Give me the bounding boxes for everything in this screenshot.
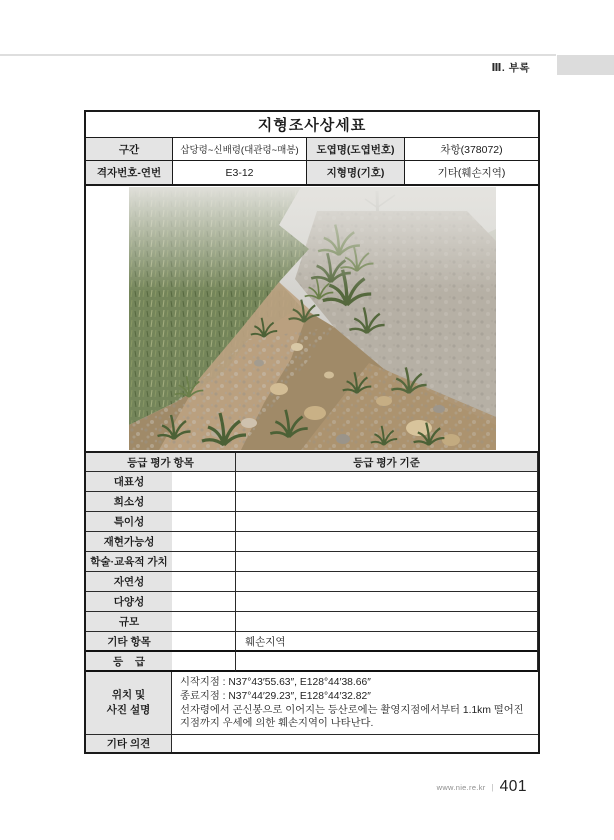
page-footer: [437, 778, 527, 796]
footer-page-number: 401: [499, 778, 527, 795]
rating-grade-cell: [172, 592, 236, 612]
header-divider: [0, 54, 556, 56]
location-label: [86, 672, 172, 734]
rating-label-representativeness: 대표성: [86, 472, 172, 492]
info-value-gridno: E3-12: [173, 161, 307, 184]
rating-grade-cell: [172, 512, 236, 532]
rating-criteria-cell: [236, 612, 538, 632]
rating-criteria-other-value: 훼손지역: [236, 632, 538, 652]
rating-grade-cell: [172, 572, 236, 592]
location-label-line2: 사진 설명: [106, 704, 151, 717]
rating-criteria-cell: [236, 512, 538, 532]
footer-separator: |: [491, 782, 494, 792]
rating-label-grade: 등 급: [86, 652, 172, 672]
rating-criteria-cell: [236, 552, 538, 572]
rating-grade-cell: [172, 612, 236, 632]
rating-criteria-cell: [236, 592, 538, 612]
rating-grade-cell: [172, 552, 236, 572]
survey-detail-table: [84, 110, 540, 754]
footer-website: www.nie.re.kr: [436, 782, 486, 792]
location-start-point: 시작지점 : N37°43′55.63″, E128°44′38.66″: [180, 677, 371, 688]
section-label: Ⅲ. 부록: [491, 62, 530, 74]
rating-grade-cell: [172, 652, 236, 672]
rating-label-academic-value: 학술·교육적 가치: [86, 552, 172, 572]
rating-section: [86, 453, 538, 672]
corner-tab: [557, 55, 614, 75]
photo-section: [86, 186, 538, 453]
site-photo: [129, 187, 496, 450]
rating-header-criteria: 등급 평가 기준: [236, 453, 538, 472]
rating-grade-cell: [172, 472, 236, 492]
rating-grade-cell: [172, 532, 236, 552]
rating-criteria-cell: [236, 532, 538, 552]
info-value-section: 삽당령~신배령(대관령~매봉): [173, 138, 307, 161]
rating-criteria-cell: [236, 652, 538, 672]
rating-criteria-cell: [236, 492, 538, 512]
rating-header-item: 등급 평가 항목: [86, 453, 236, 472]
rating-label-other-item: 기타 항목: [86, 632, 172, 652]
rating-label-reproducibility: 재현가능성: [86, 532, 172, 552]
other-opinion-section: [86, 735, 538, 752]
other-opinion-value: [172, 735, 538, 752]
rating-label-naturalness: 자연성: [86, 572, 172, 592]
rating-label-rarity: 희소성: [86, 492, 172, 512]
location-section: [86, 672, 538, 735]
location-end-point: 종료지점 : N37°44′29.23″, E128°44′32.82″: [180, 690, 371, 702]
info-section: [86, 138, 538, 186]
rating-criteria-cell: [236, 572, 538, 592]
info-label-landform: 지형명(기호): [307, 161, 405, 184]
other-opinion-label: 기타 의견: [86, 735, 172, 752]
location-photo-note: 선자령에서 곤신봉으로 이어지는 등산로에는 촬영지점에서부터 1.1km 떨어진 지점까지 우세에 의한 훼손지역이 나타난다.: [180, 704, 524, 730]
info-label-section: 구간: [86, 138, 173, 161]
rating-grade-cell: [172, 492, 236, 512]
info-label-mapsheet: 도엽명(도엽번호): [307, 138, 405, 161]
rating-criteria-cell: [236, 472, 538, 492]
info-value-mapsheet: 차항(378072): [405, 138, 538, 161]
rating-label-uniqueness: 특이성: [86, 512, 172, 532]
info-value-landform: 기타(훼손지역): [437, 167, 506, 179]
rating-grade-cell: [172, 632, 236, 652]
rating-label-diversity: 다양성: [86, 592, 172, 612]
info-label-gridno: 격자번호-연번: [86, 161, 173, 184]
rating-label-scale: 규모: [86, 612, 172, 632]
location-description: [172, 672, 538, 734]
table-title: 지형조사상세표: [86, 112, 538, 138]
location-label-line1: 위치 및: [111, 689, 146, 702]
